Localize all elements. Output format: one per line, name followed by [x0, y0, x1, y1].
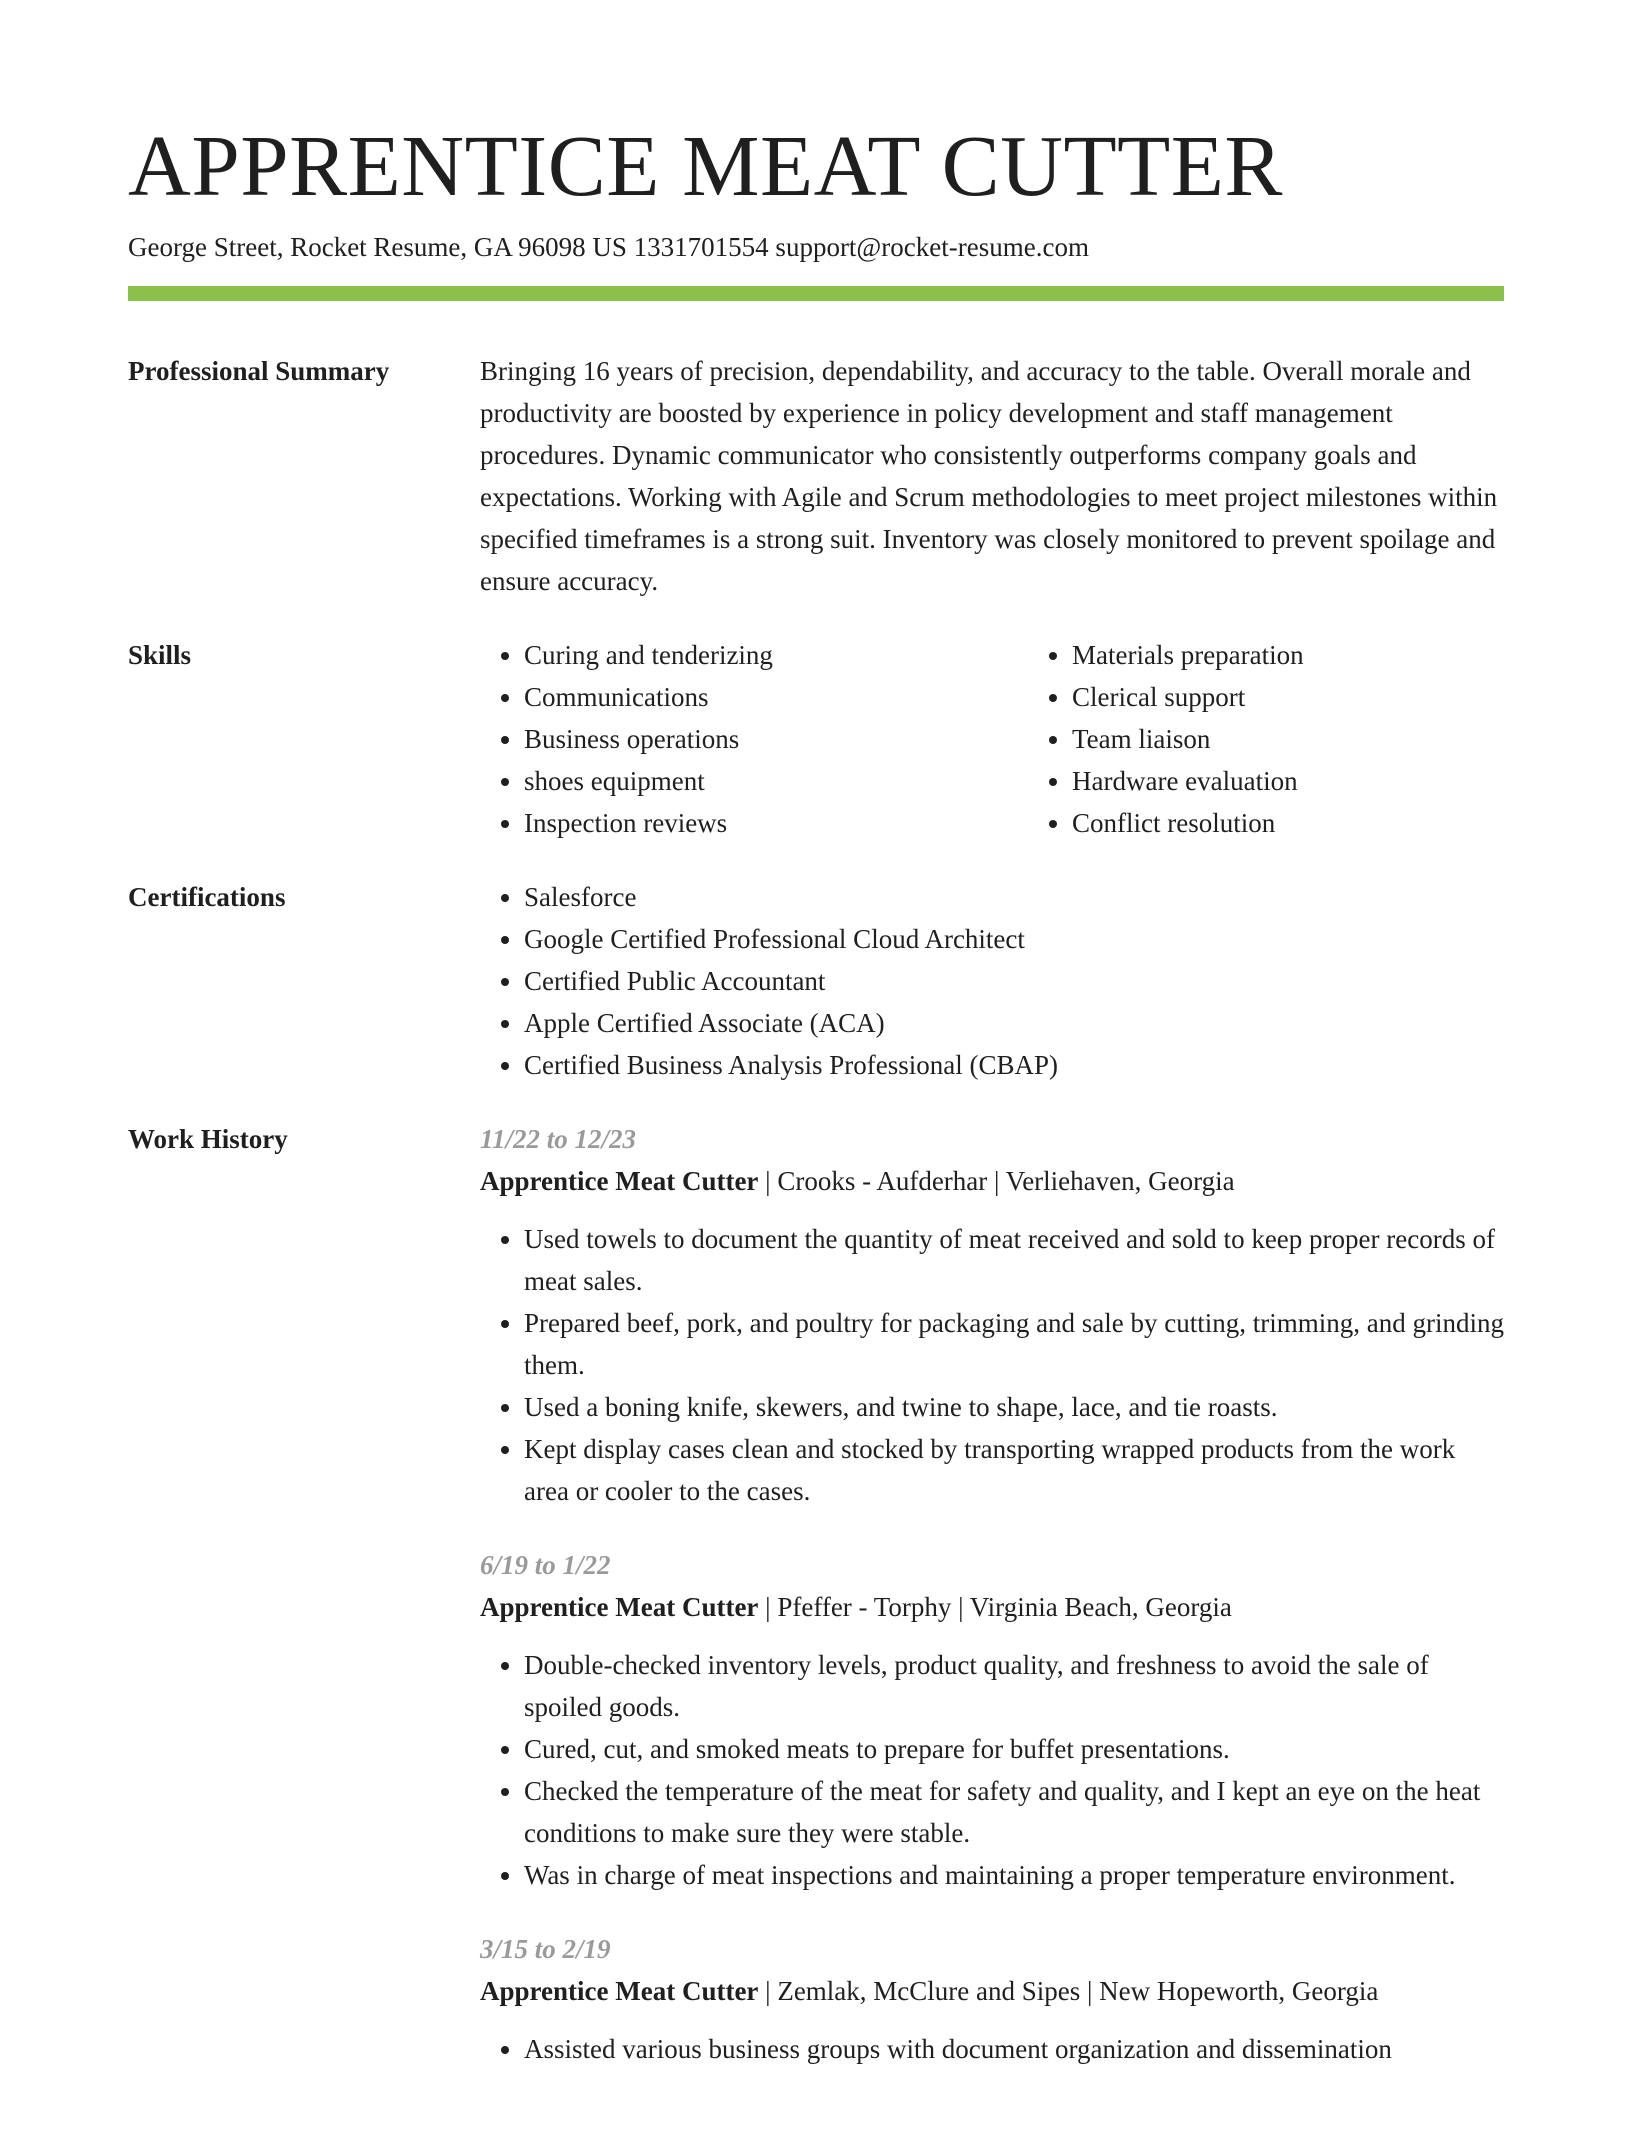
- summary-text: Bringing 16 years of precision, dependability, and accuracy to the table. Overall morale and productivity are boosted by experience in policy development and staff management procedures. Dynamic communicator who consistently outperforms company goals and expectations. Working with Agile and Scrum methodologies to meet project milestones within specified timeframes is a strong suit. Inventory was closely monitored to prevent spoilage and ensure accuracy.: [480, 356, 1498, 596]
- certification-item: • Google Certified Professional Cloud Architect: [524, 918, 1504, 960]
- job-dates: 6/19 to 1/22: [480, 1550, 611, 1580]
- skill-item: • Materials preparation: [1072, 634, 1576, 676]
- job-heading: [480, 1160, 1504, 1202]
- resume-name: APPRENTICE MEAT CUTTER: [128, 117, 1283, 214]
- skill-item: • Clerical support: [1072, 676, 1576, 718]
- job-bullets: [480, 1218, 1504, 1512]
- job-bullet: • Checked the temperature of the meat for safety and quality, and I kept an eye on the heat conditions to make sure they were stable.: [524, 1770, 1504, 1854]
- resume-content: [128, 350, 1504, 2134]
- job-entry: [480, 1118, 1504, 1512]
- job-bullet: • Prepared beef, pork, and poultry for packaging and sale by cutting, trimming, and grinding them.: [524, 1302, 1504, 1386]
- section-title: Skills: [128, 640, 192, 670]
- job-employer-location: | Zemlak, McClure and Sipes | New Hopeworth, Georgia: [758, 1976, 1379, 2006]
- skills-section: [128, 634, 1504, 844]
- job-entry: [480, 1544, 1504, 1896]
- job-employer-location: | Pfeffer - Torphy | Virginia Beach, Georgia: [758, 1592, 1232, 1622]
- skill-item: • Business operations: [524, 718, 1028, 760]
- job-title: Apprentice Meat Cutter: [480, 1166, 759, 1196]
- section-title: Work History: [128, 1124, 288, 1154]
- section-title: Certifications: [128, 882, 286, 912]
- skill-item: • shoes equipment: [524, 760, 1028, 802]
- certification-item: • Apple Certified Associate (ACA): [524, 1002, 1504, 1044]
- work-history-section: [128, 1118, 1504, 2102]
- skill-item: • Team liaison: [1072, 718, 1576, 760]
- certification-item: • Certified Public Accountant: [524, 960, 1504, 1002]
- certifications-section: [128, 876, 1504, 1086]
- job-bullets: [480, 2028, 1504, 2070]
- skill-item: • Curing and tenderizing: [524, 634, 1028, 676]
- job-entry: [480, 1928, 1504, 2070]
- job-title: Apprentice Meat Cutter: [480, 1976, 759, 2006]
- job-bullet: • Used a boning knife, skewers, and twine to shape, lace, and tie roasts.: [524, 1386, 1504, 1428]
- skill-item: • Communications: [524, 676, 1028, 718]
- job-heading: [480, 1970, 1504, 2012]
- job-bullet: • Assisted various business groups with document organization and dissemination: [524, 2028, 1504, 2070]
- accent-divider: [128, 286, 1504, 301]
- job-dates: 11/22 to 12/23: [480, 1124, 637, 1154]
- job-bullet: • Double-checked inventory levels, product quality, and freshness to avoid the sale of spoiled goods.: [524, 1644, 1504, 1728]
- job-bullet: • Kept display cases clean and stocked by transporting wrapped products from the work area or cooler to the cases.: [524, 1428, 1504, 1512]
- job-title: Apprentice Meat Cutter: [480, 1592, 759, 1622]
- certification-item: • Salesforce: [524, 876, 1504, 918]
- job-bullet: • Cured, cut, and smoked meats to prepare for buffet presentations.: [524, 1728, 1504, 1770]
- job-bullet: • Was in charge of meat inspections and maintaining a proper temperature environment.: [524, 1854, 1504, 1896]
- job-dates: 3/15 to 2/19: [480, 1934, 611, 1964]
- job-bullet: • Used towels to document the quantity of meat received and sold to keep proper records of meat sales.: [524, 1218, 1504, 1302]
- skills-list-right: [1028, 634, 1576, 844]
- job-heading: [480, 1586, 1504, 1628]
- contact-line: George Street, Rocket Resume, GA 96098 US 1331701554 support@rocket-resume.com: [128, 232, 1089, 262]
- certifications-list: [480, 876, 1504, 1086]
- skill-item: • Hardware evaluation: [1072, 760, 1576, 802]
- job-bullets: [480, 1644, 1504, 1896]
- summary-section: [128, 350, 1504, 602]
- job-employer-location: | Crooks - Aufderhar | Verliehaven, Georgia: [758, 1166, 1235, 1196]
- skill-item: • Conflict resolution: [1072, 802, 1576, 844]
- skill-item: • Inspection reviews: [524, 802, 1028, 844]
- skills-list-left: [480, 634, 1028, 844]
- certification-item: • Certified Business Analysis Professional (CBAP): [524, 1044, 1504, 1086]
- section-title: Professional Summary: [128, 356, 390, 386]
